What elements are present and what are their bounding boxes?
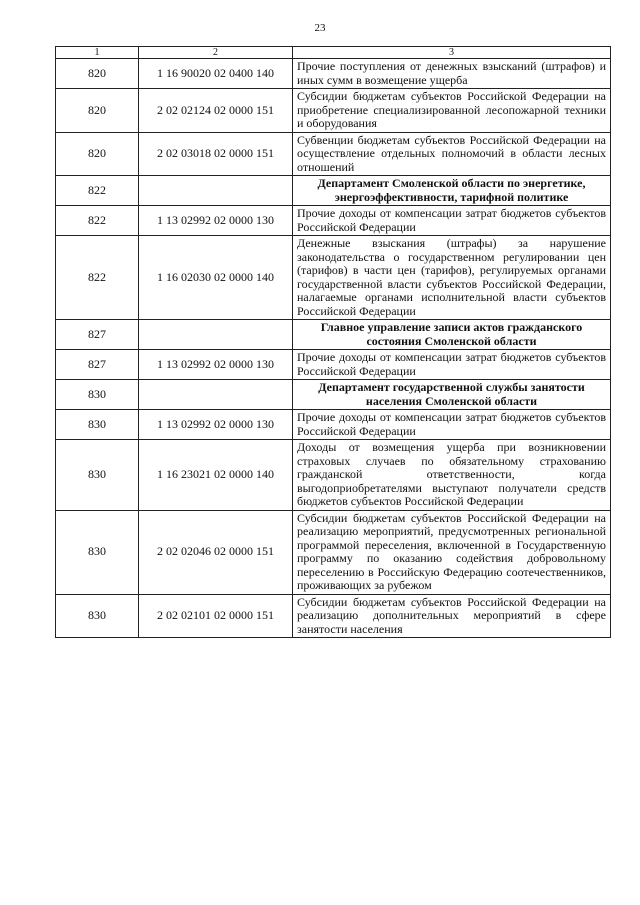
revenue-codes-table xyxy=(55,46,611,638)
revenue-code-cell: 1 16 90020 02 0400 140 xyxy=(139,59,293,89)
revenue-code-cell: 1 16 23021 02 0000 140 xyxy=(139,440,293,511)
revenue-name-cell: Субсидии бюджетам субъектов Российской Федерации на реализацию мероприятий, предусмотренных региональной программой переселения, включенной в Государственную программу по оказанию содействия добровольному переселению в Российскую Федерацию соотечественников, проживающих за рубежом xyxy=(293,510,611,594)
admin-code-cell: 830 xyxy=(56,510,139,594)
admin-code-cell: 822 xyxy=(56,236,139,320)
revenue-name-cell: Субвенции бюджетам субъектов Российской Федерации на осуществление отдельных полномочий в области лесных отношений xyxy=(293,132,611,176)
table-header-row xyxy=(56,47,611,59)
table-row xyxy=(56,510,611,594)
table-row xyxy=(56,206,611,236)
admin-code-cell: 830 xyxy=(56,410,139,440)
revenue-name-cell: Прочие доходы от компенсации затрат бюджетов субъектов Российской Федерации xyxy=(293,206,611,236)
department-row xyxy=(56,380,611,410)
table-row xyxy=(56,594,611,638)
revenue-code-cell: 2 02 02124 02 0000 151 xyxy=(139,89,293,133)
revenue-code-cell xyxy=(139,320,293,350)
table-row xyxy=(56,440,611,511)
table-row xyxy=(56,350,611,380)
revenue-code-cell: 2 02 03018 02 0000 151 xyxy=(139,132,293,176)
table-row xyxy=(56,236,611,320)
admin-code-cell: 822 xyxy=(56,176,139,206)
column-header-name: 3 xyxy=(293,47,611,59)
admin-code-cell: 827 xyxy=(56,320,139,350)
revenue-code-cell xyxy=(139,176,293,206)
revenue-name-cell: Прочие поступления от денежных взысканий (штрафов) и иных сумм в возмещение ущерба xyxy=(293,59,611,89)
admin-code-cell: 820 xyxy=(56,59,139,89)
table-row xyxy=(56,59,611,89)
table-row xyxy=(56,89,611,133)
revenue-code-cell: 1 13 02992 02 0000 130 xyxy=(139,410,293,440)
revenue-name-cell: Субсидии бюджетам субъектов Российской Федерации на реализацию дополнительных мероприятий в сфере занятости населения xyxy=(293,594,611,638)
column-header-admin: 1 xyxy=(56,47,139,59)
column-header-code: 2 xyxy=(139,47,293,59)
admin-code-cell: 822 xyxy=(56,206,139,236)
revenue-name-cell: Денежные взыскания (штрафы) за нарушение законодательства о государственном регулировании цен (тарифов) в части цен (тарифов), регулируемых органами государственной власти субъектов Российской Федерации, налагаемые органами исполнительной власти субъектов Российской Федерации xyxy=(293,236,611,320)
department-row xyxy=(56,176,611,206)
revenue-code-cell xyxy=(139,380,293,410)
revenue-name-cell: Доходы от возмещения ущерба при возникновении страховых случаев по обязательному страхованию гражданской ответственности, когда выгодоприобретателями выступают получатели средств бюджетов субъектов Российской Федерации xyxy=(293,440,611,511)
admin-code-cell: 827 xyxy=(56,350,139,380)
department-name-cell: Главное управление записи актов гражданского состояния Смоленской области xyxy=(293,320,611,350)
revenue-code-cell: 1 13 02992 02 0000 130 xyxy=(139,206,293,236)
revenue-name-cell: Прочие доходы от компенсации затрат бюджетов субъектов Российской Федерации xyxy=(293,350,611,380)
table-row xyxy=(56,410,611,440)
admin-code-cell: 820 xyxy=(56,132,139,176)
revenue-code-cell: 1 16 02030 02 0000 140 xyxy=(139,236,293,320)
admin-code-cell: 830 xyxy=(56,440,139,511)
revenue-code-cell: 2 02 02046 02 0000 151 xyxy=(139,510,293,594)
revenue-name-cell: Прочие доходы от компенсации затрат бюджетов субъектов Российской Федерации xyxy=(293,410,611,440)
revenue-code-cell: 2 02 02101 02 0000 151 xyxy=(139,594,293,638)
department-name-cell: Департамент Смоленской области по энергетике, энергоэффективности, тарифной политике xyxy=(293,176,611,206)
table-row xyxy=(56,132,611,176)
department-row xyxy=(56,320,611,350)
admin-code-cell: 820 xyxy=(56,89,139,133)
admin-code-cell: 830 xyxy=(56,594,139,638)
revenue-name-cell: Субсидии бюджетам субъектов Российской Федерации на приобретение специализированной лесопожарной техники и оборудования xyxy=(293,89,611,133)
page-number: 23 xyxy=(314,22,326,34)
revenue-code-cell: 1 13 02992 02 0000 130 xyxy=(139,350,293,380)
department-name-cell: Департамент государственной службы занятости населения Смоленской области xyxy=(293,380,611,410)
admin-code-cell: 830 xyxy=(56,380,139,410)
